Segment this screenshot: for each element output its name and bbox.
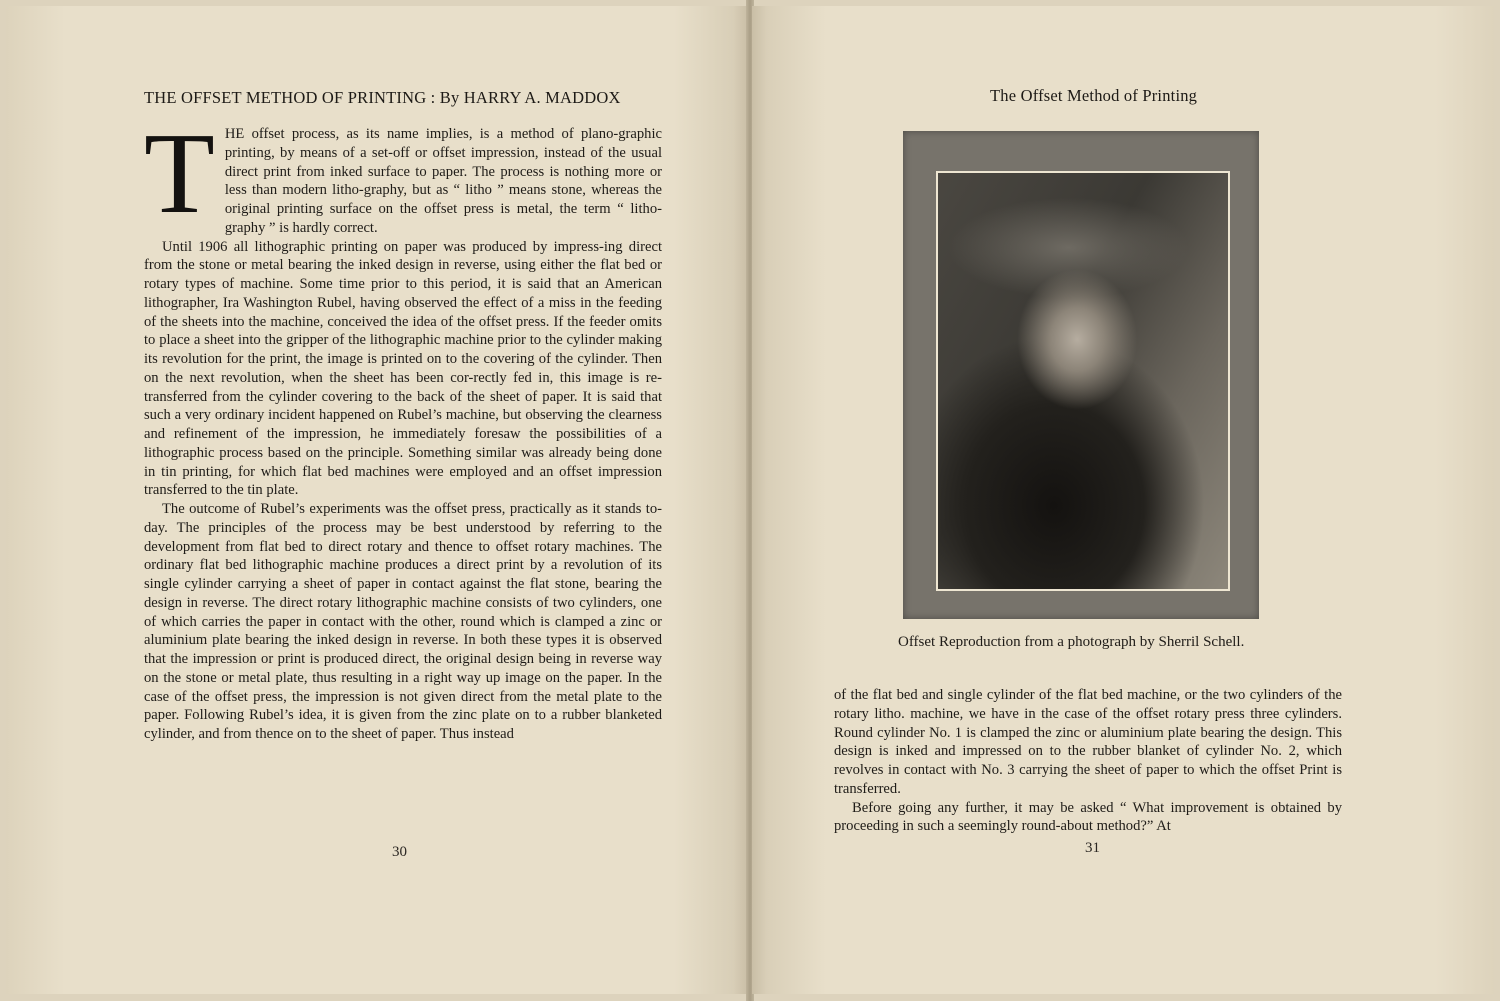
left-page bbox=[6, 6, 748, 994]
right-running-head: The Offset Method of Printing bbox=[990, 86, 1198, 105]
paragraph-1: HE offset process, as its name implies, is a method of plano-graphic printing, by means of a set-off or offset impression, instead of the usual direct print from inked surface to paper. The process is nothing more or less than modern litho-graphy, but as “ litho ” means stone, whereas the original printing surface on the offset press is metal, the term “ litho-graphy ” is hardly correct. bbox=[224, 126, 662, 236]
right-page-number: 31 bbox=[1085, 840, 1100, 856]
photo-plate-mount bbox=[903, 131, 1259, 619]
paragraph-3: The outcome of Rubel’s experiments was the offset press, practically as it stands to-day. The principles of the process may be best understood by referring to the development from flat bed to direct rotary and thence to offset rotary machines. The ordinary flat bed lithographic machine produces a direct print by a revolution of its single cylinder carrying a sheet of paper in contact against the flat stone, bearing the design in reverse. The direct rotary lithographic machine consists of two cylinders, one of which carries the paper in contact with the other, round which is clamped a zinc or aluminium plate bearing the inked design in reverse. In both these types it is observed that the impression or print is produced direct, the original design being in reverse way on the stone or metal plate, thus resulting in a right way up image on the paper. In the case of the offset press, the impression is not given direct from the metal plate to the paper. Following Rubel’s idea, it is given from the zinc plate on to a rubber blanketed cylinder, and from thence on to the sheet of paper. Thus instead bbox=[144, 501, 662, 742]
paragraph-continued: of the flat bed and single cylinder of the flat bed machine, or the two cylinders of the rotary litho. machine, we have in the case of the offset rotary press three cylinders. Round cylinder No. 1 is clamped the zinc or aluminium plate bearing the design. This design is inked and impressed on to the rubber blanket of cylinder No. 2, which revolves in contact with No. 3 carrying the sheet of paper to which the offset Print is transferred. bbox=[834, 687, 1342, 797]
left-page-body bbox=[144, 110, 662, 744]
right-page-body bbox=[834, 686, 1342, 836]
left-page-number: 30 bbox=[392, 844, 407, 860]
plate-caption: Offset Reproduction from a photograph by Sherril Schell. bbox=[898, 634, 1245, 650]
portrait-photograph bbox=[936, 171, 1230, 591]
drop-cap: T bbox=[144, 110, 215, 238]
right-page bbox=[752, 6, 1494, 994]
paragraph-next: Before going any further, it may be asked “ What improvement is obtained by proceeding in such a seemingly round-about method?” At bbox=[834, 799, 1342, 835]
paragraph-2: Until 1906 all lithographic printing on paper was produced by impress-ing direct from the stone or metal bearing the inked design in reverse, using either the flat bed or rotary types of machine. Some time prior to this period, it is said that an American lithographer, Ira Washington Rubel, having observed the effect of a miss in the feeding of the sheets into the machine, conceived the idea of the offset press. If the feeder omits to place a sheet into the gripper of the lithographic machine prior to the cylinder making its revolution for the print, the image is printed on to the covering of the cylinder. Then on the next revolution, when the sheet has been cor-rectly fed in, this image is re-transferred from the cylinder covering to the back of the sheet of paper. It is said that such a very ordinary incident happened on Rubel’s machine, but observing the clearness and refinement of the impression, he immediately foresaw the possibilities of a lithographic process based on the principle. Something similar was already being done in tin printing, for which flat bed machines were employed and an offset impression transferred to the tin plate. bbox=[144, 238, 662, 499]
left-running-head: THE OFFSET METHOD OF PRINTING : By HARRY A. MADDOX bbox=[144, 88, 621, 107]
